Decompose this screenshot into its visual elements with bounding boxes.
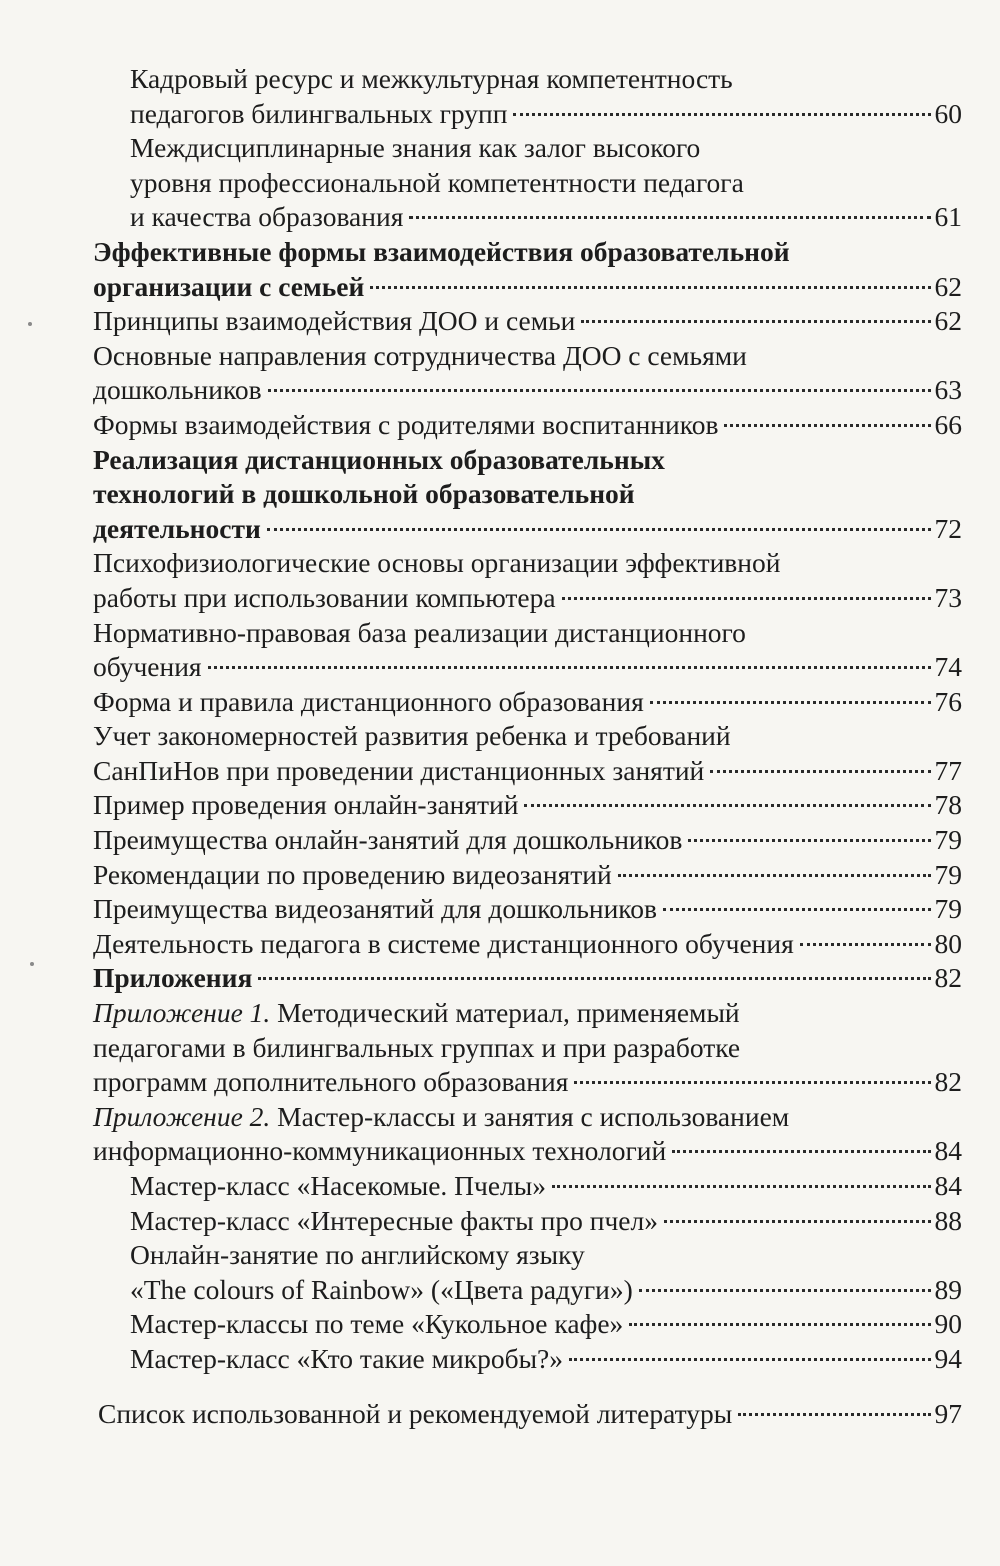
leader-dots xyxy=(562,597,931,600)
toc-text: Кадровый ресурс и межкультурная компетентность xyxy=(130,63,733,94)
toc-entry[interactable] xyxy=(93,788,962,823)
toc-entry[interactable] xyxy=(130,1169,962,1204)
page-number: 66 xyxy=(934,408,962,440)
toc-line xyxy=(93,546,962,581)
toc-line xyxy=(130,62,962,97)
leader-dots xyxy=(639,1289,931,1292)
page-number: 82 xyxy=(934,962,962,994)
toc-text: дошкольников xyxy=(93,374,262,406)
page-number: 97 xyxy=(934,1397,962,1429)
toc-text: и качества образования xyxy=(130,201,404,233)
toc-text: деятельности xyxy=(93,512,261,544)
page-number: 79 xyxy=(934,858,962,890)
appendix-title: Методический материал, применяемый xyxy=(270,997,740,1029)
toc-entry[interactable] xyxy=(93,685,962,720)
toc-section-entry[interactable] xyxy=(93,270,962,305)
toc-text: Мастер-класс «Интересные факты про пчел» xyxy=(130,1204,658,1236)
page-number: 90 xyxy=(934,1308,962,1340)
leader-dots xyxy=(724,424,930,427)
page-number: 60 xyxy=(934,97,962,129)
scan-speck xyxy=(30,962,34,966)
page-number: 79 xyxy=(934,893,962,925)
leader-dots xyxy=(552,1185,930,1188)
leader-dots xyxy=(268,389,931,392)
toc-entry[interactable] xyxy=(93,373,962,408)
toc-entry[interactable] xyxy=(93,927,962,962)
leader-dots xyxy=(650,701,931,704)
page-number: 74 xyxy=(934,651,962,683)
toc-text: технологий в дошкольной образовательной xyxy=(93,478,635,510)
toc-text: Реализация дистанционных образовательных xyxy=(93,443,665,475)
toc-entry[interactable] xyxy=(93,581,962,616)
toc-entry[interactable] xyxy=(98,1397,962,1432)
toc-text: Форма и правила дистанционного образования xyxy=(93,685,644,717)
toc-text: Рекомендации по проведению видеозанятий xyxy=(93,858,612,890)
toc-section-heading xyxy=(93,235,962,270)
toc-entry[interactable] xyxy=(93,650,962,685)
toc-section-heading xyxy=(93,477,962,512)
toc-line xyxy=(130,131,962,166)
toc-entry[interactable] xyxy=(93,1065,962,1100)
toc-text: Формы взаимодействия с родителями воспитанников xyxy=(93,408,719,440)
toc-text: Преимущества видеозанятий для дошкольников xyxy=(93,893,657,925)
toc-section-entry[interactable] xyxy=(93,512,962,547)
toc-entry[interactable] xyxy=(93,754,962,789)
appendix-label: Приложение 1. xyxy=(93,997,271,1029)
leader-dots xyxy=(524,804,930,807)
toc-text: программ дополнительного образования xyxy=(93,1066,569,1098)
toc-entry[interactable] xyxy=(130,200,962,235)
toc-text: «The colours of Rainbow» («Цвета радуги») xyxy=(130,1273,633,1305)
toc-text: Учет закономерностей развития ребенка и требований xyxy=(93,720,731,752)
toc-line xyxy=(93,1100,962,1135)
leader-dots xyxy=(581,320,930,323)
page-number: 77 xyxy=(934,754,962,786)
toc-entry[interactable] xyxy=(130,1342,962,1377)
leader-dots xyxy=(267,528,931,531)
leader-dots xyxy=(569,1358,930,1361)
page-number: 61 xyxy=(934,201,962,233)
page-number: 80 xyxy=(934,927,962,959)
toc-text: педагогов билингвальных групп xyxy=(130,97,508,129)
toc-text: Нормативно-правовая база реализации дистанционного xyxy=(93,616,746,648)
toc-text: Онлайн-занятие по английскому языку xyxy=(130,1239,585,1271)
toc-text xyxy=(93,1100,789,1135)
page-number: 82 xyxy=(934,1066,962,1098)
page-number: 88 xyxy=(934,1204,962,1236)
leader-dots xyxy=(663,908,931,911)
toc-text: Мастер-класс «Насекомые. Пчелы» xyxy=(130,1170,547,1201)
leader-dots xyxy=(513,113,930,116)
toc-text: Основные направления сотрудничества ДОО с семьями xyxy=(93,339,747,371)
toc-text: уровня профессиональной компетентности педагога xyxy=(130,166,744,198)
toc-text: Мастер-класс «Кто такие микробы?» xyxy=(130,1342,564,1374)
leader-dots xyxy=(370,286,930,289)
toc-line xyxy=(93,996,962,1031)
toc-text: Приложения xyxy=(93,962,253,994)
toc-entry[interactable] xyxy=(93,304,962,339)
toc-text: Мастер-классы по теме «Кукольное кафе» xyxy=(130,1308,624,1340)
toc-text: СанПиНов при проведении дистанционных занятий xyxy=(93,754,705,786)
leader-dots xyxy=(664,1220,931,1223)
toc-text: Эффективные формы взаимодействия образовательной xyxy=(93,235,790,267)
toc-entry[interactable] xyxy=(130,97,962,132)
page-number: 94 xyxy=(934,1342,962,1374)
spacer xyxy=(0,1377,1000,1397)
toc-text: Междисциплинарные знания как залог высокого xyxy=(130,132,701,164)
toc-line xyxy=(130,166,962,201)
toc-section-entry[interactable] xyxy=(93,961,962,996)
leader-dots xyxy=(738,1413,930,1416)
toc-entry[interactable] xyxy=(130,1204,962,1239)
page-number: 79 xyxy=(934,824,962,856)
toc-line xyxy=(130,1238,962,1273)
page-number: 89 xyxy=(934,1273,962,1305)
toc-text: работы при использовании компьютера xyxy=(93,581,556,613)
leader-dots xyxy=(574,1081,930,1084)
toc-entry[interactable] xyxy=(130,1273,962,1308)
toc-line xyxy=(93,339,962,374)
page-number: 84 xyxy=(934,1135,962,1167)
toc-text: педагогами в билингвальных группах и при разработке xyxy=(93,1031,741,1063)
scan-speck xyxy=(28,322,32,326)
toc-entry[interactable] xyxy=(93,408,962,443)
toc-text: Пример проведения онлайн-занятий xyxy=(93,789,519,821)
leader-dots xyxy=(688,839,930,842)
page-number: 63 xyxy=(934,374,962,406)
page-number: 72 xyxy=(934,512,962,544)
toc-text: Преимущества онлайн-занятий для дошкольников xyxy=(93,824,683,856)
page-number: 78 xyxy=(934,789,962,821)
toc-entry[interactable] xyxy=(93,1134,962,1169)
toc-section-heading xyxy=(93,443,962,478)
appendix-title: Мастер-классы и занятия с использованием xyxy=(270,1100,790,1132)
page-number: 76 xyxy=(934,685,962,717)
toc-entry[interactable] xyxy=(130,1307,962,1342)
leader-dots xyxy=(800,943,931,946)
toc-line xyxy=(93,1031,962,1066)
leader-dots xyxy=(618,874,931,877)
leader-dots xyxy=(629,1323,930,1326)
leader-dots xyxy=(208,666,931,669)
toc-line xyxy=(93,719,962,754)
toc-text: обучения xyxy=(93,651,202,683)
toc-entry[interactable] xyxy=(93,823,962,858)
appendix-label: Приложение 2. xyxy=(93,1100,271,1132)
toc-entry[interactable] xyxy=(93,892,962,927)
page-number: 62 xyxy=(934,305,962,337)
page-number: 62 xyxy=(934,270,962,302)
page-number: 84 xyxy=(934,1170,962,1201)
leader-dots xyxy=(710,770,930,773)
toc-line xyxy=(93,616,962,651)
leader-dots xyxy=(258,977,930,980)
toc-text: Психофизиологические основы организации эффективной xyxy=(93,547,781,579)
toc-text xyxy=(93,996,740,1031)
toc-text: Деятельность педагога в системе дистанционного обучения xyxy=(93,927,794,959)
toc-text: организации с семьей xyxy=(93,270,365,302)
toc-entry[interactable] xyxy=(93,858,962,893)
toc-text: Список использованной и рекомендуемой литературы xyxy=(98,1397,733,1429)
toc-text: Принципы взаимодействия ДОО и семьи xyxy=(93,305,576,337)
leader-dots xyxy=(672,1150,930,1153)
leader-dots xyxy=(409,216,930,219)
page-number: 73 xyxy=(934,581,962,613)
toc-text: информационно-коммуникационных технологий xyxy=(93,1135,667,1167)
